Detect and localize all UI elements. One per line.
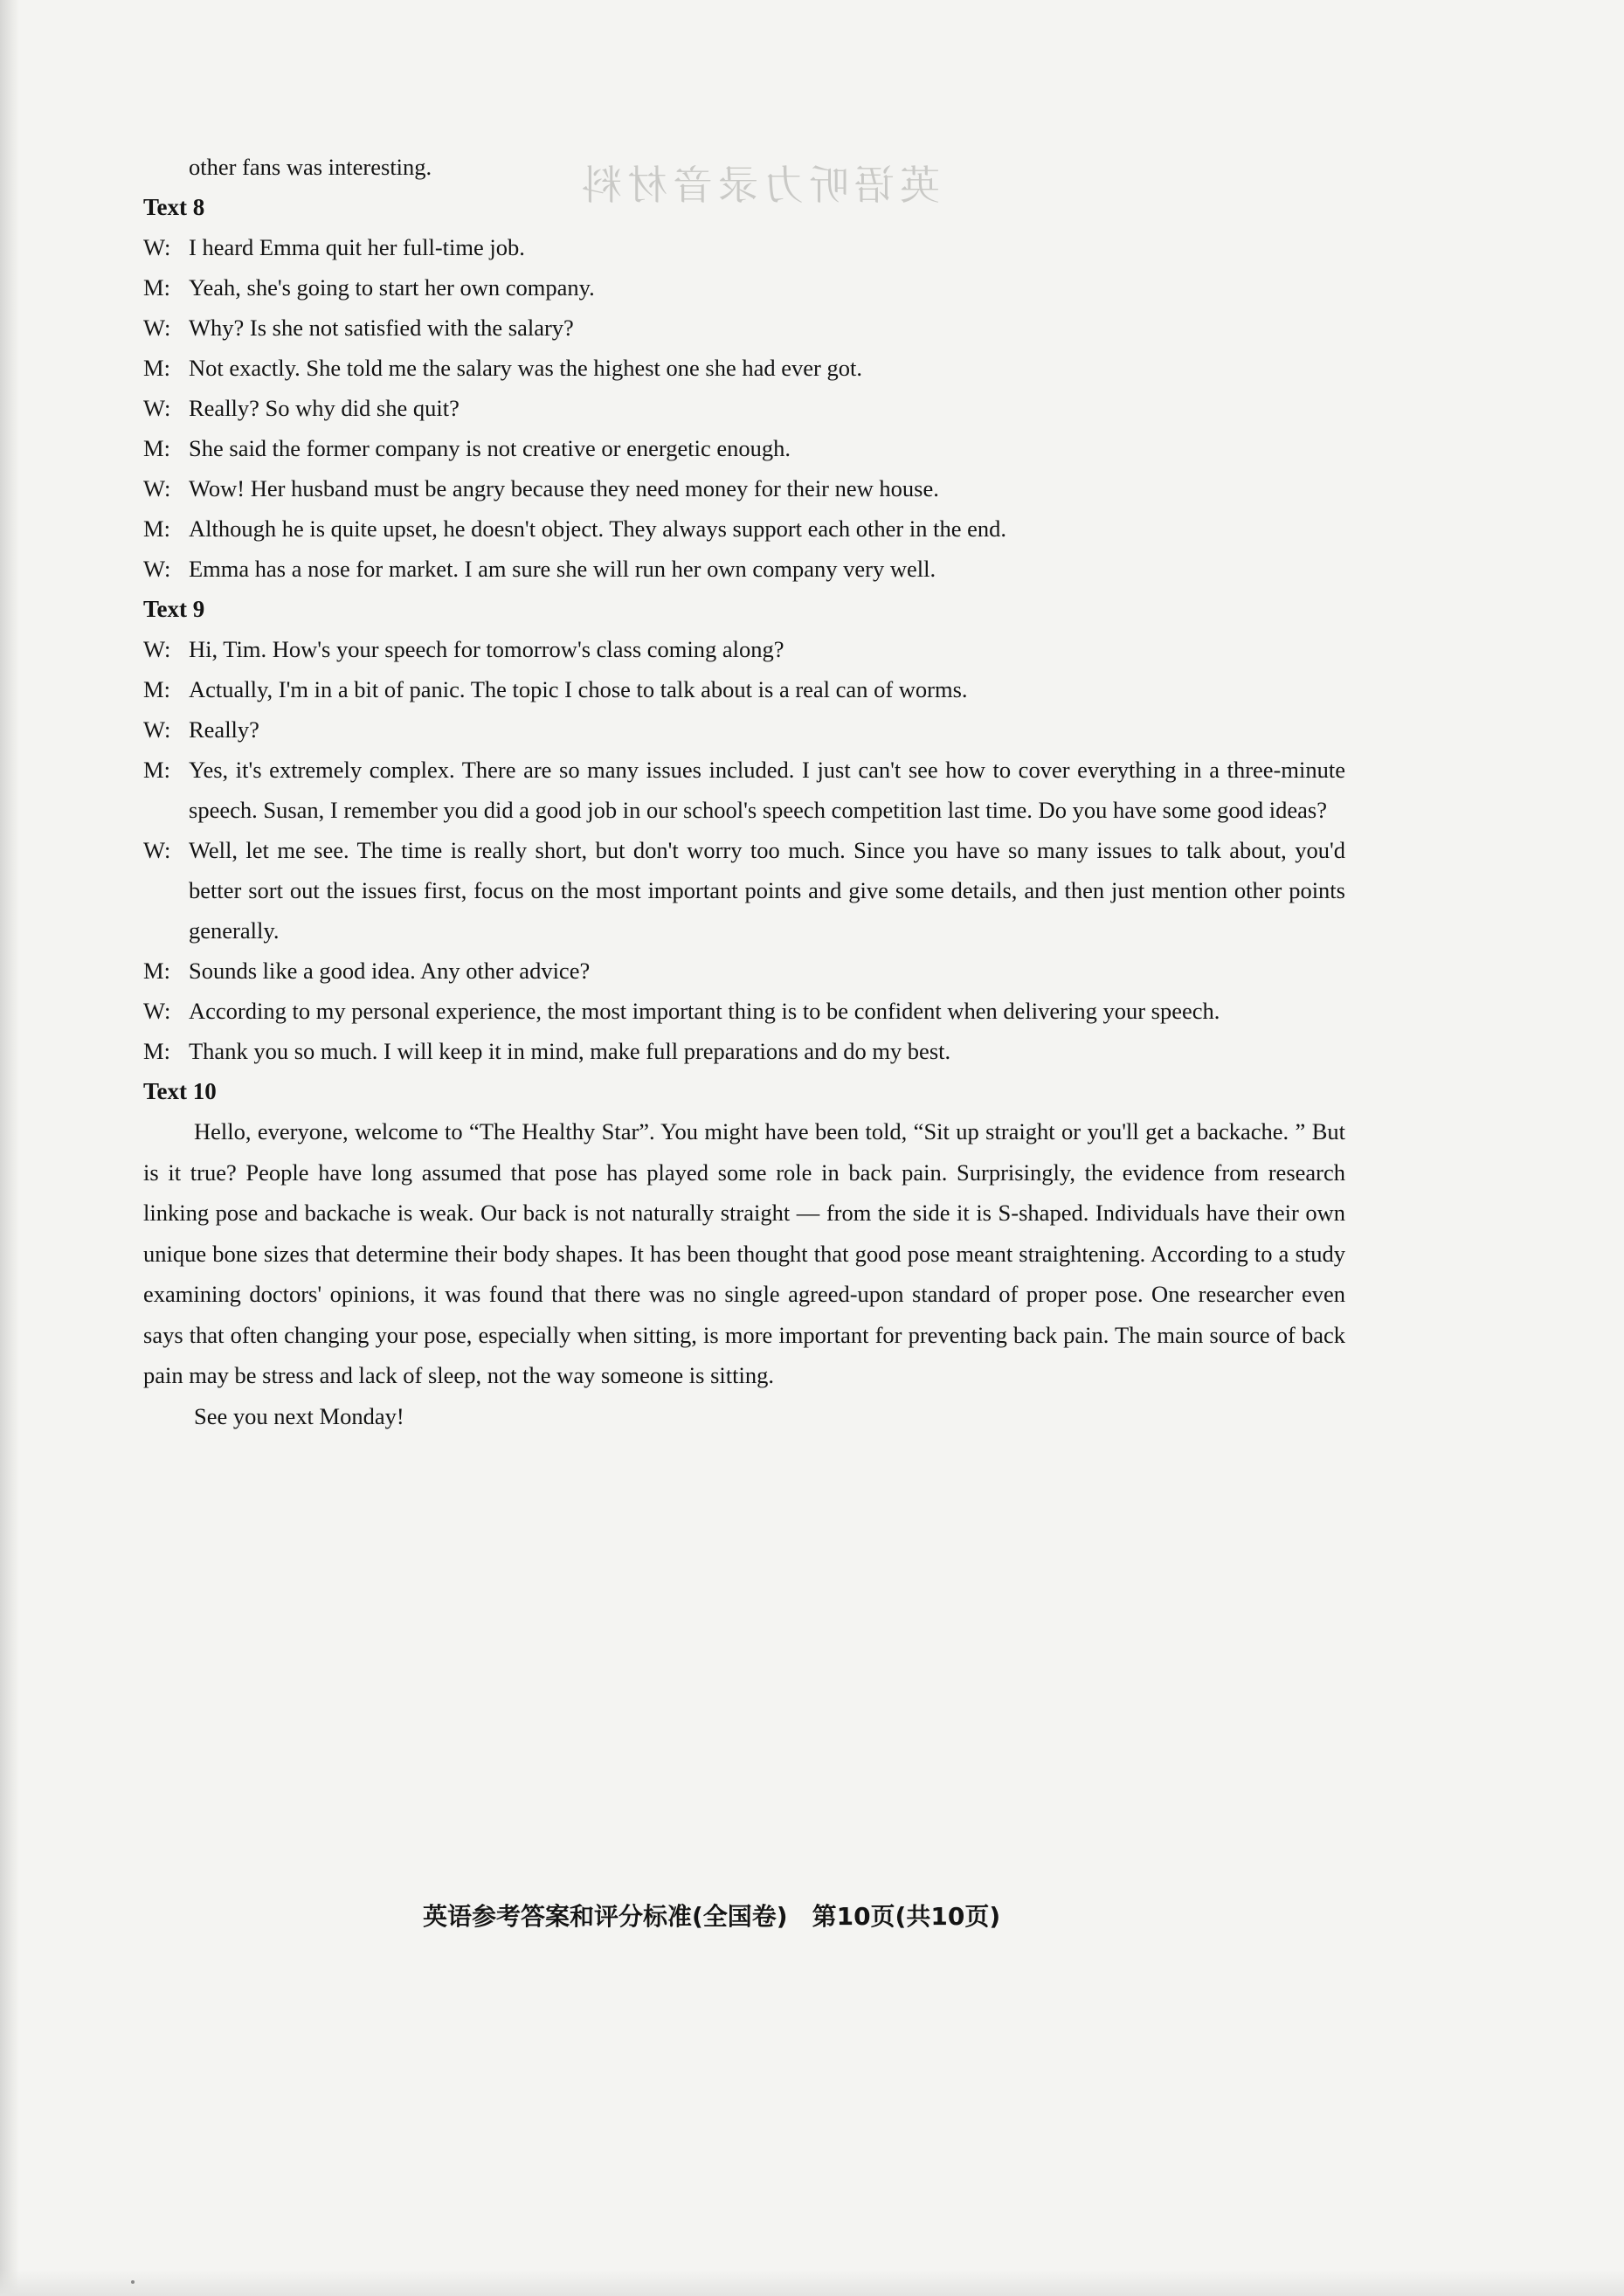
- speaker-label: M:: [143, 515, 170, 542]
- speaker-label: M:: [143, 274, 170, 301]
- continuation-line: other fans was interesting.: [189, 154, 432, 180]
- monologue-paragraph: Hello, everyone, welcome to “The Healthy Star”. You might have been told, “Sit up straight or you'll get a backache. ” But is it true? People have long assumed that pose has played some role in back pain. Surprisingly, the evidence from research linking pose and backache is weak. Our back is not naturally straight — from the side it is S-shaped. Individuals have their own unique bone sizes that determine their body shapes. It has been thought that good pose meant straightening. According to a study examining doctors' opinions, it was found that there was no single agreed-upon standard of proper pose. One researcher even says that often changing your pose, especially when sitting, is more important for preventing back pain. The main source of back pain may be stress and lack of sleep, not the way someone is sitting.: [143, 1118, 1345, 1388]
- page-footer: 英语参考答案和评分标准(全国卷) 第10页(共10页): [423, 1902, 1001, 1931]
- section-heading: Text 8: [143, 194, 205, 220]
- speaker-label: M:: [143, 435, 170, 461]
- speaker-label: M:: [143, 676, 170, 702]
- dialogue-turn: [143, 750, 1345, 830]
- utterance: Emma has a nose for market. I am sure she will run her own company very well.: [189, 556, 936, 582]
- dialogue-turn: [143, 669, 1345, 709]
- utterance: Sounds like a good idea. Any other advice?: [189, 958, 591, 984]
- utterance: Why? Is she not satisfied with the salary?: [189, 315, 574, 341]
- closing-line: See you next Monday!: [194, 1402, 404, 1429]
- speaker-label: M:: [143, 958, 170, 984]
- dialogue-turn: [143, 1031, 1345, 1071]
- dialogue-turn: [143, 508, 1345, 549]
- speaker-label: M:: [143, 757, 170, 783]
- utterance: I heard Emma quit her full-time job.: [189, 234, 525, 260]
- speaker-label: W:: [143, 716, 171, 743]
- dialogue-turn: [143, 549, 1345, 589]
- utterance: Really? So why did she quit?: [189, 395, 460, 421]
- section-heading: Text 9: [143, 596, 205, 622]
- dialogue-turn: [143, 348, 1345, 388]
- speaker-label: W:: [143, 636, 171, 662]
- utterance: Actually, I'm in a bit of panic. The topic I chose to talk about is a real can of worms.: [189, 676, 968, 702]
- utterance: According to my personal experience, the most important thing is to be confident when delivering your speech.: [189, 998, 1220, 1024]
- dialogue-turn: [143, 468, 1345, 508]
- speaker-label: W:: [143, 998, 171, 1024]
- speaker-label: W:: [143, 315, 171, 341]
- dialogue-turn: [143, 227, 1345, 267]
- section-heading: Text 10: [143, 1078, 217, 1104]
- speaker-label: W:: [143, 234, 171, 260]
- dialogue-turn: [143, 308, 1345, 348]
- scan-bottom-shadow: [0, 2270, 1624, 2296]
- section-text-8: [143, 187, 1345, 589]
- speaker-label: W:: [143, 395, 171, 421]
- dialogue-turn: [143, 267, 1345, 308]
- section-text-9: [143, 589, 1345, 1071]
- speaker-label: W:: [143, 837, 171, 863]
- speaker-label: W:: [143, 475, 171, 501]
- dialogue-turn: [143, 629, 1345, 669]
- dialogue-turn: [143, 388, 1345, 428]
- document-page: [143, 147, 1345, 1436]
- scan-edge-shadow: [0, 0, 19, 2296]
- utterance: Thank you so much. I will keep it in mind, make full preparations and do my best.: [189, 1038, 951, 1064]
- speaker-label: M:: [143, 1038, 170, 1064]
- utterance: Really?: [189, 716, 259, 743]
- utterance: Yeah, she's going to start her own company.: [189, 274, 595, 301]
- speaker-label: M:: [143, 355, 170, 381]
- dialogue-turn: [143, 991, 1345, 1031]
- scan-speck: [131, 2280, 135, 2284]
- dialogue-turn: [143, 951, 1345, 991]
- dialogue-turn: [143, 830, 1345, 951]
- dialogue-turn: [143, 428, 1345, 468]
- section-text-10: [143, 1071, 1345, 1436]
- utterance: Not exactly. She told me the salary was the highest one she had ever got.: [189, 355, 862, 381]
- dialogue-turn: [143, 709, 1345, 750]
- utterance: Well, let me see. The time is really short, but don't worry too much. Since you have so many issues to talk about, you'd better sort out the issues first, focus on the most important points and give some details, and then just mention other points generally.: [189, 837, 1345, 944]
- utterance: Yes, it's extremely complex. There are so many issues included. I just can't see how to cover everything in a three-minute speech. Susan, I remember you did a good job in our school's speech competition last time. Do you have some good ideas?: [189, 757, 1345, 823]
- utterance: Hi, Tim. How's your speech for tomorrow's class coming along?: [189, 636, 784, 662]
- speaker-label: W:: [143, 556, 171, 582]
- utterance: Although he is quite upset, he doesn't object. They always support each other in the end.: [189, 515, 1006, 542]
- utterance: She said the former company is not creative or energetic enough.: [189, 435, 791, 461]
- utterance: Wow! Her husband must be angry because they need money for their new house.: [189, 475, 939, 501]
- bleed-through-title: 英语听力录音材料: [577, 162, 940, 209]
